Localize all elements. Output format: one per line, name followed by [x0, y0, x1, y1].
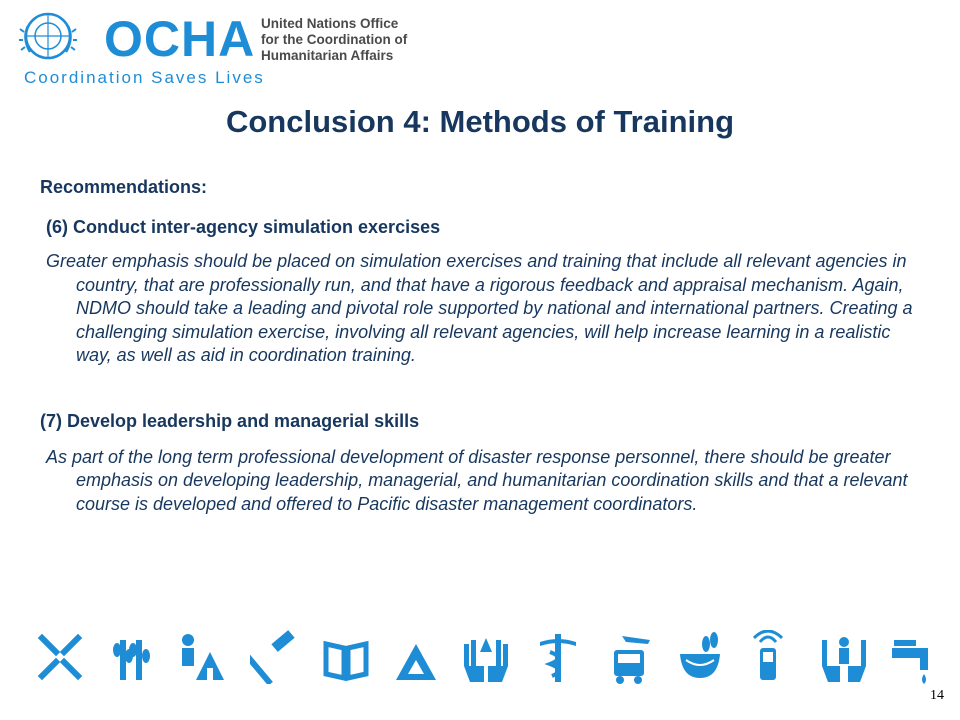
organization-name-line: Humanitarian Affairs: [261, 48, 394, 63]
tagline: Coordination Saves Lives: [24, 68, 265, 87]
education-book-icon: [322, 630, 370, 684]
camp-tent-icon: [392, 630, 440, 684]
food-bowl-icon: [676, 630, 724, 684]
coordination-arrows-icon: [36, 630, 84, 684]
un-emblem-icon: [18, 10, 82, 66]
shelter-person-icon: [178, 630, 226, 684]
water-tap-icon: [890, 630, 938, 684]
recommendation-7-text: As part of the long term professional development of disaster response personnel, there should be greater emphasis on developing leadership, managerial, and humanitarian coordination skills and that a relevant course is developed and offered to Pacific disaster management coordinators.: [46, 446, 908, 514]
tools-hammer-icon: [250, 630, 298, 684]
cluster-icon-strip: [36, 630, 926, 690]
organization-name-line: for the Coordination of: [261, 32, 408, 47]
protection-hands-icon: [462, 630, 510, 684]
recommendations-heading: Recommendations:: [40, 177, 208, 197]
recommendation-6-text: Greater emphasis should be placed on simulation exercises and training that include all relevant agencies in country, that are professionally run, and that have a rigorous feedback and appraisal mechanism. Again, NDMO should take a leading and pivotal role supported by national and international partners. Creating a challenging simulation exercise, involving all relevant agencies, will help increase learning in a realistic way, as well as aid in coordination training.: [46, 251, 913, 365]
organization-name-line: United Nations Office: [261, 16, 399, 31]
organization-name: [261, 16, 407, 64]
community-hands-icon: [820, 630, 868, 684]
logistics-truck-icon: [604, 630, 652, 684]
slide-body: [40, 176, 930, 516]
agriculture-icon: [108, 630, 156, 684]
recommendation-7-title: (7) Develop leadership and managerial skills: [40, 410, 420, 431]
telecom-phone-icon: [748, 630, 796, 684]
ocha-wordmark: OCHA: [104, 11, 256, 67]
page-number: 14: [930, 688, 944, 703]
recommendation-6-title: (6) Conduct inter-agency simulation exercises: [46, 217, 441, 237]
health-caduceus-icon: [534, 630, 582, 684]
slide-title: Conclusion 4: Methods of Training: [225, 104, 735, 139]
ocha-logo: [18, 10, 438, 86]
